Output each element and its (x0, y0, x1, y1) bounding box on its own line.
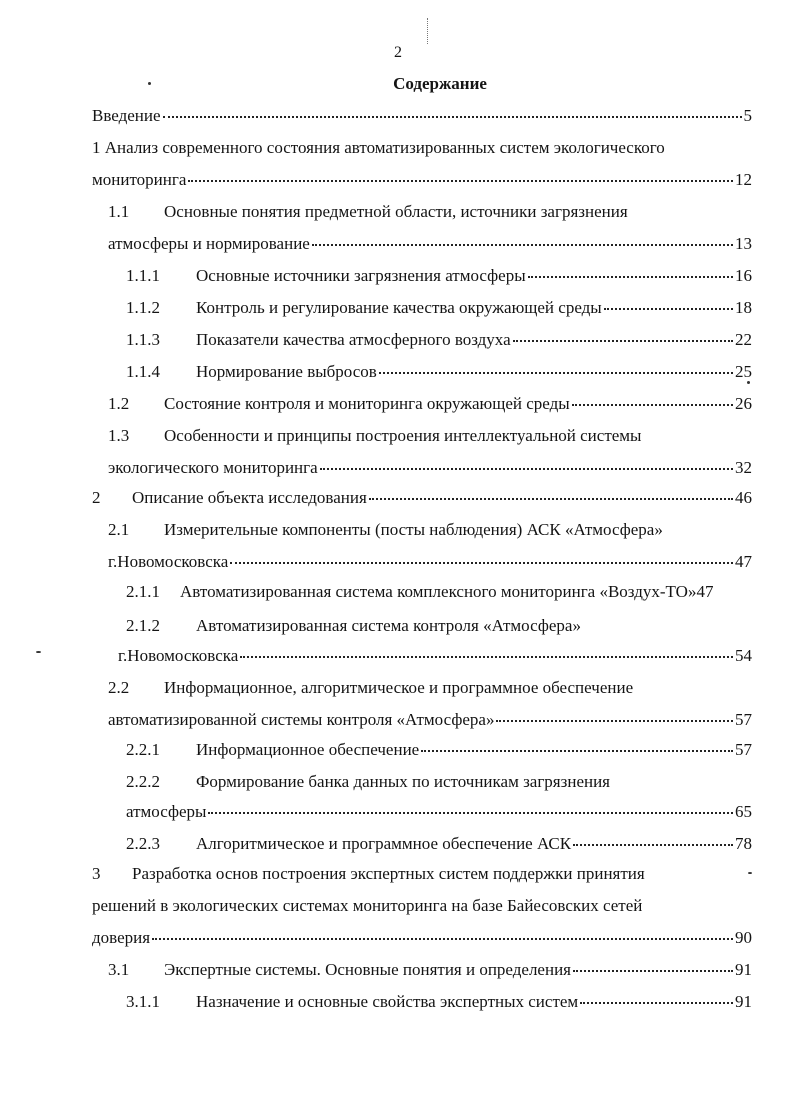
toc-entry-text: Информационное обеспечение (196, 740, 420, 759)
toc-entry-text: г.Новомосковска (118, 646, 239, 665)
toc-entry-text: 1 Анализ современного состояния автоматизированных систем экологического (92, 138, 665, 157)
toc-entry-text: Состояние контроля и мониторинга окружающей среды (164, 394, 570, 413)
toc-entry-text: мониторинга (92, 170, 187, 189)
toc-entry-text: г.Новомосковска (108, 552, 229, 571)
toc-entry-text: атмосферы (126, 802, 207, 821)
toc-entry (126, 832, 752, 856)
toc-entry-text: Особенности и принципы построения интеллектуальной системы (164, 426, 642, 445)
toc-entry-text: Основные источники загрязнения атмосферы (196, 266, 526, 285)
toc-entry-number: 1.2 (108, 394, 130, 413)
toc-entry-text: Введение (92, 106, 161, 125)
scan-speck (747, 381, 750, 384)
toc-entry (92, 894, 642, 918)
toc-entry-text: атмосферы и нормирование (108, 234, 310, 253)
toc-entry (126, 614, 581, 638)
toc-entry (126, 770, 610, 794)
toc-entry-text: Формирование банка данных по источникам загрязнения (196, 772, 611, 791)
toc-entry-text: автоматизированной системы контроля «Атмосфера» (108, 710, 495, 729)
toc-leader-dots (208, 798, 733, 814)
toc-entry-number: 2.2 (108, 678, 130, 697)
toc-leader-dots (240, 642, 733, 658)
toc-leader-dots (573, 956, 733, 972)
toc-entry-page: 22 (735, 330, 752, 349)
toc-entry-text: Описание объекта исследования (132, 488, 367, 507)
toc-entry-text: Основные понятия предметной области, источники загрязнения (164, 202, 628, 221)
toc-entry-page: 47 (735, 552, 752, 571)
toc-entry-number: 2.1.2 (126, 616, 160, 635)
scan-speck (36, 651, 41, 653)
toc-entry-text: Экспертные системы. Основные понятия и определения (164, 960, 571, 979)
toc-leader-dots (379, 358, 733, 374)
page-number: 2 (394, 44, 402, 61)
toc-entry-text: Разработка основ построения экспертных систем поддержки принятия (132, 864, 645, 883)
toc-entry-page: 91 (735, 960, 752, 979)
toc-leader-dots (163, 102, 742, 118)
toc-leader-dots (573, 830, 733, 846)
toc-title: Содержание (393, 74, 487, 93)
toc-entry (92, 862, 645, 886)
scan-speck (748, 872, 752, 874)
toc-entry-page: 13 (735, 234, 752, 253)
toc-entry-page: 5 (743, 106, 752, 125)
toc-entry (92, 136, 665, 160)
toc-entry-number: 1.1 (108, 202, 130, 221)
toc-entry (126, 328, 752, 352)
toc-leader-dots (572, 390, 733, 406)
toc-entry-number: 1.1.1 (126, 266, 160, 285)
toc-entry-text: доверия (92, 928, 151, 947)
toc-entry-text: Измерительные компоненты (посты наблюдения) АСК «Атмосфера» (164, 520, 663, 539)
toc-entry-page: 54 (735, 646, 752, 665)
toc-leader-dots (513, 326, 733, 342)
toc-entry-page: 65 (735, 802, 752, 821)
toc-entry-number: 2.1 (108, 520, 130, 539)
toc-entry-page: 90 (735, 928, 752, 947)
toc-entry-number: 2.2.1 (126, 740, 160, 759)
toc-entry (92, 486, 752, 510)
toc-entry-page: 16 (735, 266, 752, 285)
toc-leader-dots (312, 230, 733, 246)
toc-entry-number: 1.1.3 (126, 330, 160, 349)
toc-entry (126, 990, 752, 1014)
toc-entry (126, 580, 713, 604)
toc-entry (108, 676, 633, 700)
toc-entry (108, 424, 641, 448)
toc-entry-number: 2.2.2 (126, 772, 160, 791)
toc-entry-page: 57 (735, 710, 752, 729)
toc-entry-page: 18 (735, 298, 752, 317)
toc-entry-number: 2.1.1 (126, 582, 160, 601)
toc-leader-dots (421, 736, 733, 752)
toc-entry-number: 3.1 (108, 960, 130, 979)
toc-entry-number: 1.1.4 (126, 362, 160, 381)
scan-speck (148, 82, 151, 85)
toc-entry-text: экологического мониторинга (108, 458, 318, 477)
toc-entry (108, 232, 752, 256)
toc-entry-page: 57 (735, 740, 752, 759)
toc-entry (92, 104, 752, 128)
toc-leader-dots (496, 706, 733, 722)
toc-entry (108, 456, 752, 480)
toc-entry-page: 25 (735, 362, 752, 381)
toc-entry (108, 550, 752, 574)
toc-entry-text: Автоматизированная система контроля «Атмосфера» (196, 616, 581, 635)
scan-mark (427, 18, 430, 44)
toc-entry-number: 2.2.3 (126, 834, 160, 853)
toc-entry-number: 1.1.2 (126, 298, 160, 317)
toc-entry-text: Алгоритмическое и программное обеспечение АСК (196, 834, 572, 853)
toc-entry-page: 26 (735, 394, 752, 413)
toc-entry-page: 91 (735, 992, 752, 1011)
toc-leader-dots (580, 988, 733, 1004)
toc-entry (126, 800, 752, 824)
toc-leader-dots (528, 262, 733, 278)
toc-entry (92, 926, 752, 950)
toc-entry (92, 168, 752, 192)
toc-entry (108, 518, 663, 542)
toc-leader-dots (320, 454, 733, 470)
toc-entry-text: Автоматизированная система комплексного мониторинга «Воздух-ТО»47 (180, 582, 714, 601)
toc-leader-dots (152, 924, 733, 940)
toc-entry (108, 958, 752, 982)
toc-entry-text: Контроль и регулирование качества окружающей среды (196, 298, 602, 317)
toc-entry-number: 3.1.1 (126, 992, 160, 1011)
toc-entry (126, 264, 752, 288)
toc-entry-number: 2 (92, 488, 101, 507)
toc-entry-text: Нормирование выбросов (196, 362, 377, 381)
toc-entry-page: 46 (735, 488, 752, 507)
toc-leader-dots (188, 166, 733, 182)
toc-entry (126, 360, 752, 384)
toc-entry-number: 3 (92, 864, 101, 883)
toc-entry-text: Информационное, алгоритмическое и программное обеспечение (164, 678, 634, 697)
toc-entry-page: 12 (735, 170, 752, 189)
toc-leader-dots (230, 548, 733, 564)
toc-entry (118, 644, 752, 668)
toc-entry (108, 392, 752, 416)
toc-entry-page: 32 (735, 458, 752, 477)
toc-entry (126, 296, 752, 320)
toc-entry-page: 78 (735, 834, 752, 853)
toc-entry (108, 200, 628, 224)
toc-leader-dots (604, 294, 733, 310)
toc-entry-text: решений в экологических системах мониторинга на базе Байесовских сетей (92, 896, 643, 915)
toc-entry (126, 738, 752, 762)
toc-leader-dots (369, 484, 733, 500)
toc-entry-text: Назначение и основные свойства экспертных систем (196, 992, 579, 1011)
toc-entry (108, 708, 752, 732)
toc-entry-text: Показатели качества атмосферного воздуха (196, 330, 511, 349)
toc-entry-number: 1.3 (108, 426, 130, 445)
